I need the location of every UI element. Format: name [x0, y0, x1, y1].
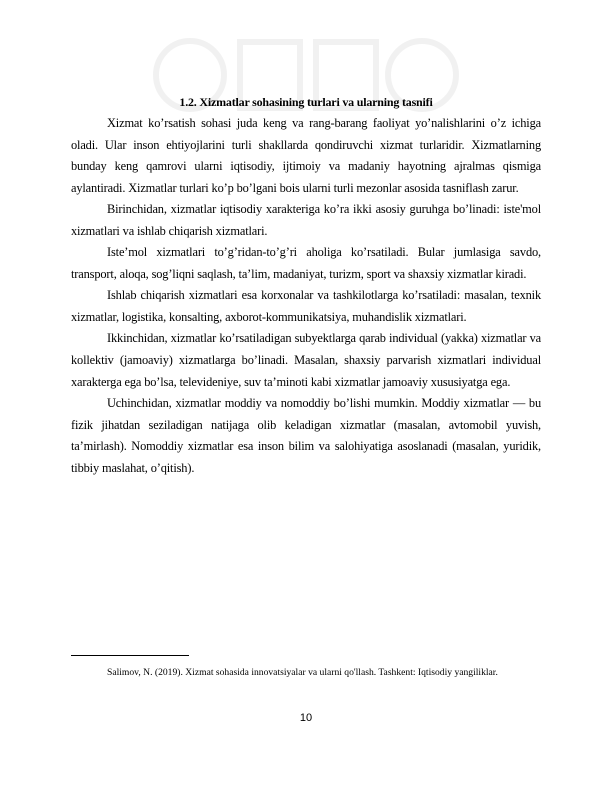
- footnote-citation: Salimov, N. (2019). Xizmat sohasida innovatsiyalar va ularni qo'llash. Tashkent: Iqtisodiy yangiliklar.: [107, 667, 498, 678]
- paragraph-second-classification: Ikkinchidan, xizmatlar ko’rsatiladigan subyektlarga qarab individual (yakka) xizmatlar va kollektiv (jamoaviy) xizmatlarga bo’linadi. Masalan, shaxsiy parvarish xizmatlari individual xarakterga ega bo’lsa, televideniye, suv ta’minoti kabi xizmatlar jamoaviy xususiyatga ega.: [71, 331, 541, 389]
- paragraph-third-classification: Uchinchidan, xizmatlar moddiy va nomoddiy bo’lishi mumkin. Moddiy xizmatlar — bu fizik jihatdan seziladigan natijaga olib keladigan xizmatlar (masalan, avtomobil yuvish, ta’mirlash). Nomoddiy xizmatlar esa inson bilim va salohiyatiga asoslanadi (masalan, yuridik, tibbiy maslahat, o’qitish).: [71, 396, 541, 475]
- footnote-divider: [71, 655, 189, 656]
- paragraph-production-services: Ishlab chiqarish xizmatlari esa korxonalar va tashkilotlarga ko’rsatiladi: masalan, texnik xizmatlar, logistika, konsalting, axborot-kommunikatsiya, muhandislik xizmatlari.: [71, 288, 541, 324]
- paragraph-first-classification: Birinchidan, xizmatlar iqtisodiy xarakteriga ko’ra ikki asosiy guruhga bo’linadi: iste'mol xizmatlari va ishlab chiqarish xizmatlari.: [71, 202, 541, 238]
- document-page: [71, 92, 541, 479]
- section-heading: 1.2. Xizmatlar sohasining turlari va ularning tasnifi: [179, 95, 433, 109]
- paragraph-intro: Xizmat ko’rsatish sohasi juda keng va rang-barang faoliyat yo’nalishlarini o’z ichiga oladi. Ular inson ehtiyojlarini turli shakllarda qondiruvchi xizmat turlaridir. Xizmatlarning bunday keng qamrovi ularni iqtisodiy, ijtimoiy va madaniy hayotning ajralmas qismiga aylantiradi. Xizmatlar turlari ko’p bo’lgani bois ularni turli mezonlar asosida tasniflash zarur.: [71, 116, 541, 195]
- page-number: 10: [299, 712, 313, 724]
- paragraph-consumer-services: Iste’mol xizmatlari to’g’ridan-to’g’ri aholiga ko’rsatiladi. Bular jumlasiga savdo, transport, aloqa, sog’liqni saqlash, ta’lim, madaniyat, turizm, sport va shaxsiy xizmatlar kiradi.: [71, 245, 541, 281]
